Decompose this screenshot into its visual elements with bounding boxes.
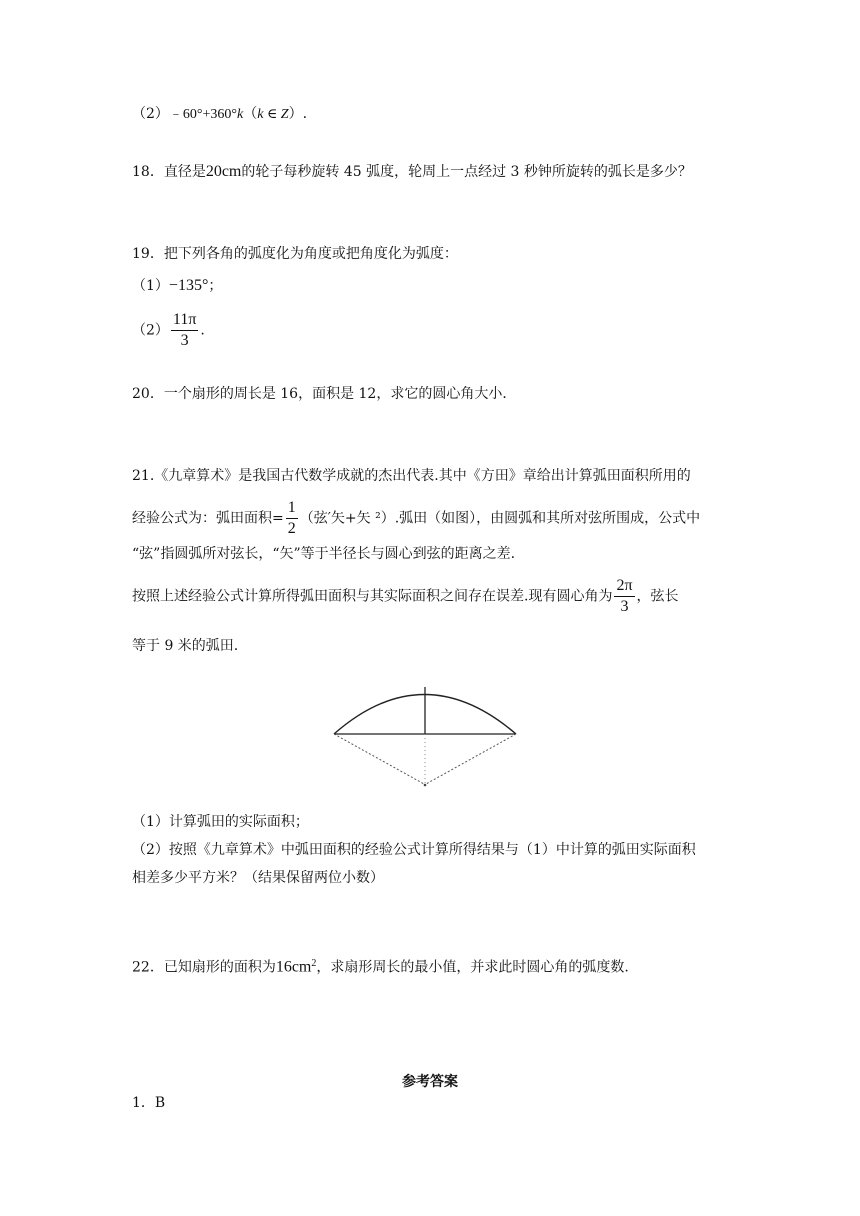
q17-part2-expr: ﹣60°+360° <box>168 107 238 122</box>
q22-text-a: 22．已知扇形的面积为 <box>132 959 276 976</box>
q17-part2-paren-close: ）. <box>288 106 308 122</box>
q21-l4-text-b: ，弦长 <box>636 588 679 605</box>
q21-half-fraction <box>286 500 298 537</box>
q22-area: 16cm <box>275 958 312 976</box>
q22-area-exponent: 2 <box>311 958 317 969</box>
q19-p1-value: −135° <box>168 277 209 294</box>
q21-l2-text-b: （弦′矢+矢 ²）.弧田（如图），由圆弧和其所对弦所围成，公式中 <box>299 510 701 527</box>
question-21-line1: 21.《九章算术》是我国古代数学成就的杰出代表.其中《方田》章给出计算弧田面积所用的 <box>132 468 691 484</box>
q19-p2-denominator: 3 <box>180 332 189 349</box>
question-21-line2 <box>132 500 700 537</box>
question-19-part1 <box>132 276 222 296</box>
q17-part2 <box>132 104 307 125</box>
question-21-line3: “弦”指圆弧所对弦长，“矢”等于半径长与圆心到弦的距离之差. <box>132 546 516 562</box>
question-19-part2 <box>132 312 205 349</box>
question-22 <box>132 954 629 978</box>
q17-part2-condition: k ∈ Z <box>257 107 289 122</box>
question-21-line4 <box>132 578 679 615</box>
radius-right <box>426 734 516 784</box>
question-21-line5: 等于 9 米的弧田. <box>132 638 239 654</box>
q21-l2-text-a: 经验公式为：弧田面积= <box>132 510 284 527</box>
q21-l4-text-a: 按照上述经验公式计算所得弧田面积与其实际面积之间存在误差.现有圆心角为 <box>132 588 613 605</box>
question-21-part1: （1）计算弧田的实际面积； <box>132 814 309 830</box>
q18-text-a: 18．直径是 <box>132 164 206 180</box>
question-21-part2-line1: （2）按照《九章算术》中弧田面积的经验公式计算所得结果与（1）中计算的弧田实际面积 <box>132 842 696 858</box>
q19-p2-fraction <box>171 312 198 349</box>
q19-p2-label: （2） <box>132 322 169 339</box>
q21-half-denominator: 2 <box>287 520 296 537</box>
answers-title: 参考答案 <box>402 1074 458 1090</box>
q21-angle-denominator: 3 <box>620 598 629 615</box>
question-19-stem: 19．把下列各角的弧度化为角度或把角度化为弧度： <box>132 246 458 262</box>
radius-left <box>334 734 424 784</box>
q21-angle-numerator: 2π <box>614 578 634 597</box>
center-point <box>424 784 427 787</box>
q18-diameter: 20cm <box>205 163 242 180</box>
q19-p2-numerator: 11π <box>171 312 198 331</box>
answer-1: 1．B <box>132 1095 166 1111</box>
q22-text-c: ，求扇形周长的最小值，并求此时圆心角的弧度数. <box>316 959 629 976</box>
question-21-part2-line2: 相差多少平方米？（结果保留两位小数） <box>132 870 384 886</box>
q21-angle-fraction <box>614 578 634 615</box>
q17-part2-paren-open: （ <box>243 106 258 122</box>
question-20: 20．一个扇形的周长是 16，面积是 12，求它的圆心角大小． <box>132 386 517 402</box>
q19-p2-end: . <box>200 322 205 339</box>
q19-p1-label: （1） <box>132 278 169 294</box>
q17-part2-label: （2） <box>132 106 169 122</box>
q21-half-numerator: 1 <box>286 500 298 519</box>
question-18 <box>132 162 692 182</box>
q19-p1-end: ； <box>208 278 223 294</box>
q18-text-c: 的轮子每秒旋转 45 弧度，轮周上一点经过 3 秒钟所旋转的弧长是多少？ <box>241 164 692 180</box>
q17-part2-k: k <box>237 107 244 122</box>
arc-field-figure <box>326 680 526 792</box>
